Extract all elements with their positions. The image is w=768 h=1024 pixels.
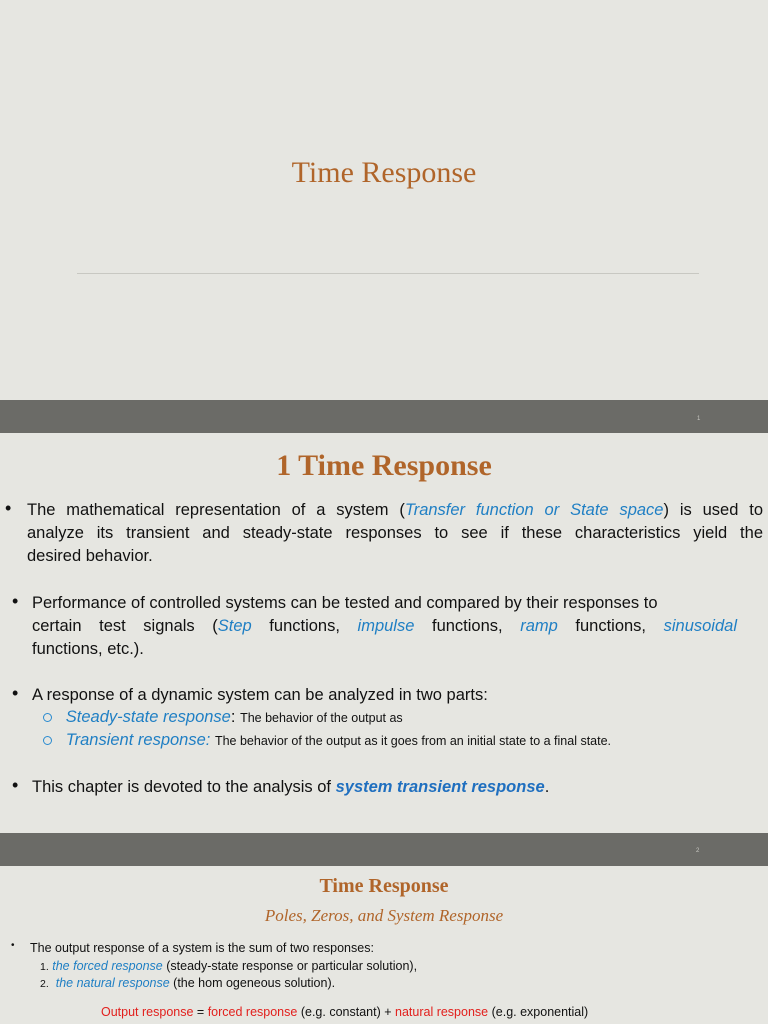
slide-2-footer-band [0,833,768,866]
bullet-dot: • [12,775,19,795]
slide-3-title: Time Response [319,875,449,897]
slide-1 [0,0,768,400]
bullet-2-text: Performance of controlled systems can be tested and compared by their responses to certain test signals (Step functions, impulse functions, ramp functions, sinusoidal functions, etc.). [32,594,737,658]
slide-1-divider [77,273,699,274]
bullet-3-text: A response of a dynamic system can be analyzed in two parts: [32,686,488,704]
bullet-dot: • [12,683,19,703]
slide-3-item-2: 2. the natural response (the hom ogeneous solution). [40,976,336,990]
slide-2-title: 1 Time Response [276,449,492,482]
bullet-4-text: This chapter is devoted to the analysis of system transient response. [32,778,550,796]
slide-1-title: Time Response [291,156,477,189]
slide-2 [0,433,768,833]
slide-2-page-number: 2 [696,848,700,854]
slide-3-bullet-text: The output response of a system is the sum of two responses: [30,941,374,955]
slide-3-subtitle: Poles, Zeros, and System Response [264,906,504,925]
bullet-dot: • [12,591,19,611]
bullet-dot: • [5,498,12,518]
sub-item-steady-state: Steady-state response: The behavior of the output as [43,708,403,727]
bullet-1-text: The mathematical representation of a system (Transfer function or State space) is used to analyze its transient and steady-state responses to see if these characteristics yield the desired behavior. [27,501,763,565]
circle-bullet-icon [43,713,52,722]
slide-1-footer-band [0,400,768,433]
slide-3 [0,866,768,1024]
slide-3-equation: Output response = forced response (e.g. constant) + natural response (e.g. exponential) [101,1005,589,1019]
bullet-dot: • [11,940,15,951]
slide-1-page-number: 1 [697,416,701,422]
sub-item-transient: Transient response: The behavior of the output as it goes from an initial state to a final state. [43,731,611,750]
circle-bullet-icon [43,736,52,745]
slide-3-item-1: 1. the forced response (steady-state response or particular solution), [40,959,418,973]
